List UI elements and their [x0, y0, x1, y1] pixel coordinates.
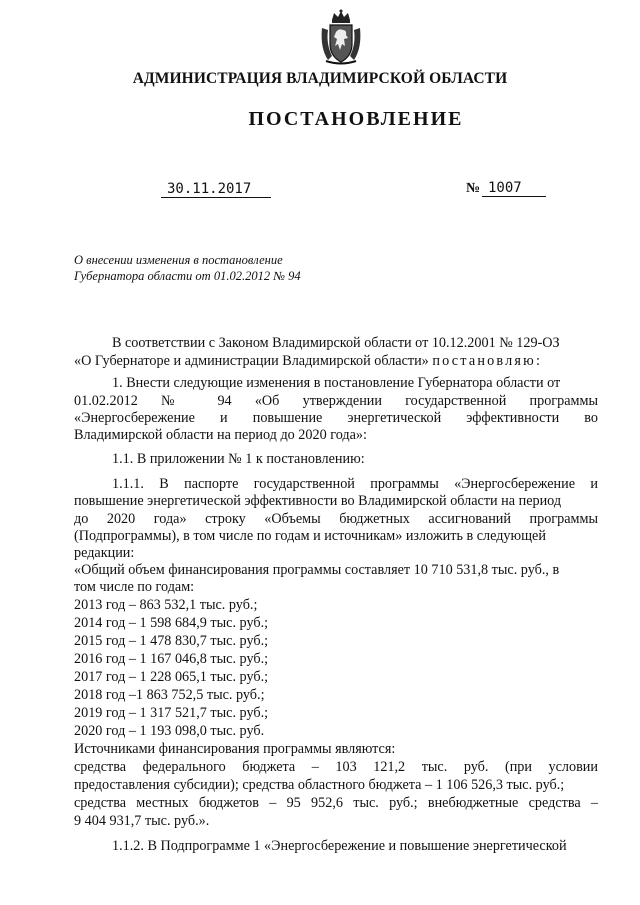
body-line	[74, 353, 542, 370]
body-line: 01.02.2012 № 94 «Об утверждении государственной программы	[74, 393, 598, 409]
body-text: «О Губернаторе и администрации Владимирской области»	[74, 353, 429, 369]
year-line: 2013 год – 863 532,1 тыс. руб.;	[74, 597, 258, 613]
body-line: 1.1.2. В Подпрограмме 1 «Энергосбережение и повышение энергетической	[112, 838, 567, 854]
coat-of-arms-icon	[318, 8, 364, 66]
year-line: 2014 год – 1 598 684,9 тыс. руб.;	[74, 615, 269, 631]
body-line: 1.1.1. В паспорте государственной программы «Энергосбережение и	[112, 476, 598, 492]
year-line: 2016 год – 1 167 046,8 тыс. руб.;	[74, 651, 269, 667]
body-line: до 2020 года» строку «Объемы бюджетных ассигнований программы	[74, 511, 598, 527]
document-date: 30.11.2017	[161, 181, 271, 198]
year-line: 2017 год – 1 228 065,1 тыс. руб.;	[74, 669, 269, 685]
organization-name: АДМИНИСТРАЦИЯ ВЛАДИМИРСКОЙ ОБЛАСТИ	[132, 70, 508, 87]
body-line: средства местных бюджетов – 95 952,6 тыс. руб.; внебюджетные средства –	[74, 795, 598, 811]
body-line: Владимирской области на период до 2020 года»:	[74, 427, 367, 443]
body-line: повышение энергетической эффективности во Владимирской области на период	[74, 493, 562, 509]
document-subject	[74, 252, 301, 284]
body-line: редакции:	[74, 545, 135, 561]
body-line: Источниками финансирования программы являются:	[74, 741, 396, 757]
body-line: средства федерального бюджета – 103 121,2 тыс. руб. (при условии	[74, 759, 598, 775]
body-line: (Подпрограммы), в том числе по годам и источникам» изложить в следующей	[74, 528, 546, 544]
body-line: 9 404 931,7 тыс. руб.».	[74, 813, 210, 829]
subject-line: О внесении изменения в постановление	[74, 253, 283, 267]
year-line: 2018 год –1 863 752,5 тыс. руб.;	[74, 687, 265, 703]
body-line: «Общий объем финансирования программы составляет 10 710 531,8 тыс. руб., в	[74, 562, 560, 578]
body-line: В соответствии с Законом Владимирской области от 10.12.2001 № 129-ОЗ	[112, 335, 560, 351]
year-line: 2020 год – 1 193 098,0 тыс. руб.	[74, 723, 265, 739]
body-line: 1.1. В приложении № 1 к постановлению:	[112, 451, 365, 467]
body-line: 1. Внести следующие изменения в постановление Губернатора области от	[112, 375, 561, 391]
body-line: предоставления субсидии); средства областного бюджета – 1 106 526,3 тыс. руб.;	[74, 777, 565, 793]
subject-line: Губернатора области от 01.02.2012 № 94	[74, 269, 301, 283]
number-label: №	[466, 181, 481, 196]
body-text-spaced: постановляю:	[432, 353, 543, 369]
body-line: «Энергосбережение и повышение энергетической эффективности во	[74, 410, 598, 426]
year-line: 2019 год – 1 317 521,7 тыс. руб.;	[74, 705, 269, 721]
year-line: 2015 год – 1 478 830,7 тыс. руб.;	[74, 633, 269, 649]
body-line: том числе по годам:	[74, 579, 195, 595]
document-type-title: ПОСТАНОВЛЕНИЕ	[248, 108, 464, 130]
document-number: 1007	[482, 180, 546, 197]
